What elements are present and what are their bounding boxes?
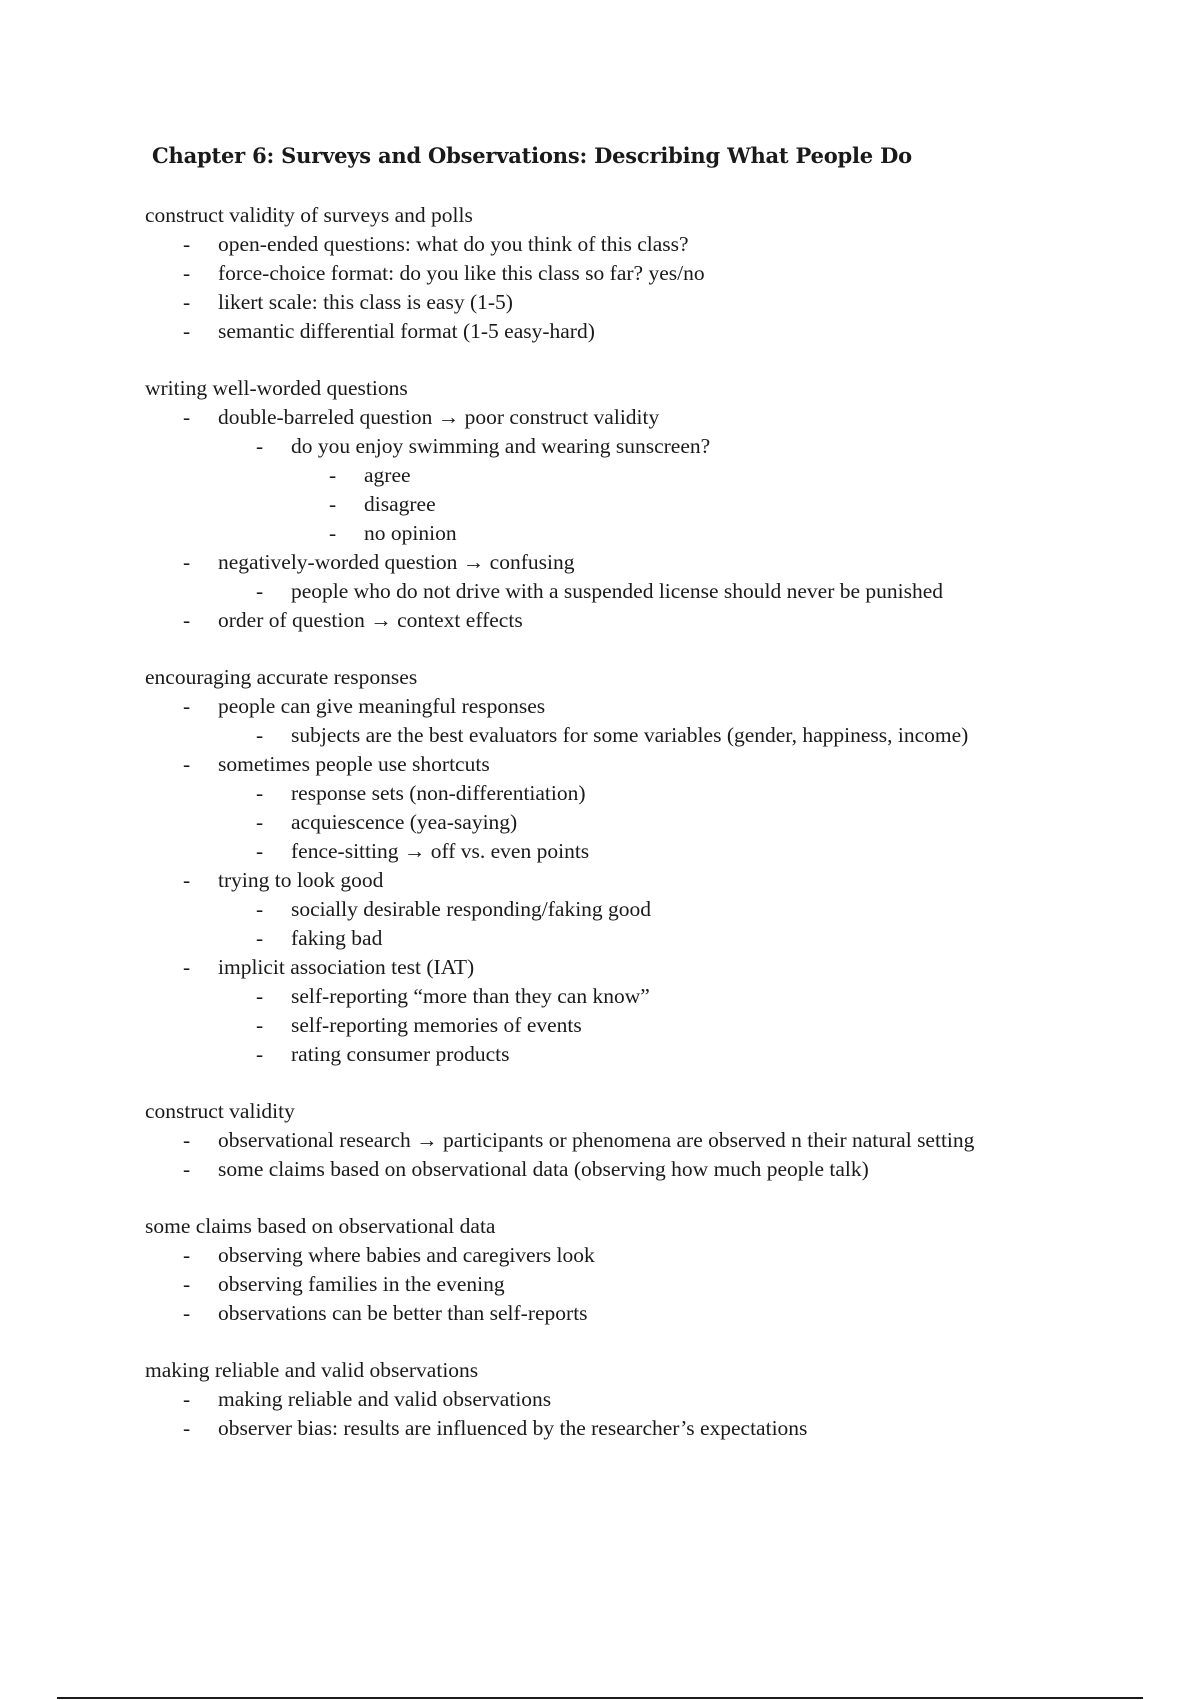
- bullet-dash: -: [256, 723, 264, 747]
- list-item: [145, 288, 1155, 317]
- section-heading: writing well-worded questions: [145, 376, 408, 400]
- bullet-list: [218, 895, 1155, 953]
- section: [145, 1097, 1155, 1184]
- list-item: [145, 606, 1155, 635]
- list-item: [291, 490, 1155, 519]
- list-item-text: making reliable and valid observations: [218, 1387, 552, 1411]
- list-item-text: subjects are the best evaluators for some variables (gender, happiness, income): [291, 723, 969, 747]
- bullet-dash: -: [183, 405, 191, 429]
- list-item-text: open-ended questions: what do you think of this class?: [218, 232, 689, 256]
- list-item-text: people can give meaningful responses: [218, 694, 546, 718]
- list-item: [145, 1155, 1155, 1184]
- bullet-dash: -: [256, 926, 264, 950]
- list-item-text: double-barreled question → poor construct validity: [218, 405, 660, 429]
- list-item-text: faking bad: [291, 926, 383, 950]
- bullet-list: [218, 982, 1155, 1069]
- list-item: [218, 721, 1155, 750]
- list-item-text: negatively-worded question → confusing: [218, 550, 575, 574]
- bullet-dash: -: [183, 1128, 191, 1152]
- list-item-text: fence-sitting → off vs. even points: [291, 839, 590, 863]
- bullet-dash: -: [256, 579, 264, 603]
- list-item-text: self-reporting memories of events: [291, 1013, 582, 1037]
- list-item-text: acquiescence (yea-saying): [291, 810, 518, 834]
- bullet-list: [145, 403, 1155, 635]
- list-item: [218, 808, 1155, 837]
- bullet-dash: -: [256, 434, 264, 458]
- list-item: [145, 692, 1155, 750]
- list-item: [218, 577, 1155, 606]
- list-item-text: do you enjoy swimming and wearing sunscreen?: [291, 434, 711, 458]
- list-item-text: response sets (non-differentiation): [291, 781, 586, 805]
- list-item-text: self-reporting “more than they can know”: [291, 984, 650, 1008]
- section-heading: construct validity of surveys and polls: [145, 203, 473, 227]
- list-item-text: observations can be better than self-reports: [218, 1301, 588, 1325]
- list-item-text: disagree: [364, 492, 436, 516]
- bullet-dash: -: [183, 261, 191, 285]
- list-item: [218, 837, 1155, 866]
- section-heading: making reliable and valid observations: [145, 1358, 479, 1382]
- list-item: [145, 1414, 1155, 1443]
- bullet-dash: -: [183, 1416, 191, 1440]
- bullet-dash: -: [183, 1301, 191, 1325]
- bullet-dash: -: [256, 984, 264, 1008]
- bullet-list: [145, 230, 1155, 346]
- bullet-list: [145, 692, 1155, 1069]
- list-item: [145, 230, 1155, 259]
- list-item-text: likert scale: this class is easy (1-5): [218, 290, 513, 314]
- list-item: [145, 548, 1155, 606]
- bullet-dash: -: [183, 752, 191, 776]
- bullet-list: [145, 1126, 1155, 1184]
- bullet-list: [218, 577, 1155, 606]
- bullet-dash: -: [183, 1157, 191, 1181]
- bullet-list: [218, 721, 1155, 750]
- list-item: [291, 461, 1155, 490]
- list-item-text: order of question → context effects: [218, 608, 523, 632]
- bullet-list: [145, 1241, 1155, 1328]
- list-item-text: observer bias: results are influenced by the researcher’s expectations: [218, 1416, 808, 1440]
- bullet-dash: -: [183, 1243, 191, 1267]
- notes-content: [145, 201, 1155, 1471]
- bullet-dash: -: [183, 1387, 191, 1411]
- bullet-dash: -: [183, 232, 191, 256]
- bullet-dash: -: [329, 521, 337, 545]
- list-item: [291, 519, 1155, 548]
- list-item: [145, 317, 1155, 346]
- list-item-text: rating consumer products: [291, 1042, 510, 1066]
- bullet-dash: -: [183, 955, 191, 979]
- list-item: [218, 924, 1155, 953]
- list-item-text: no opinion: [364, 521, 457, 545]
- bullet-dash: -: [183, 290, 191, 314]
- bullet-dash: -: [183, 550, 191, 574]
- list-item: [218, 779, 1155, 808]
- bullet-dash: -: [256, 839, 264, 863]
- list-item: [218, 1011, 1155, 1040]
- bullet-dash: -: [183, 319, 191, 343]
- list-item-text: observational research → participants or phenomena are observed n their natural setting: [218, 1128, 975, 1152]
- list-item: [218, 982, 1155, 1011]
- bullet-dash: -: [329, 463, 337, 487]
- list-item-text: observing where babies and caregivers look: [218, 1243, 595, 1267]
- section-heading: some claims based on observational data: [145, 1214, 496, 1238]
- page-title: Chapter 6: Surveys and Observations: Describing What People Do: [152, 143, 912, 168]
- bullet-list: [218, 432, 1155, 548]
- bullet-dash: -: [256, 1042, 264, 1066]
- list-item: [145, 953, 1155, 1069]
- bullet-dash: -: [183, 1272, 191, 1296]
- list-item: [218, 1040, 1155, 1069]
- bullet-dash: -: [183, 694, 191, 718]
- bullet-dash: -: [256, 810, 264, 834]
- section-heading: construct validity: [145, 1099, 295, 1123]
- list-item-text: trying to look good: [218, 868, 384, 892]
- bottom-divider: [57, 1697, 1143, 1699]
- bullet-dash: -: [256, 781, 264, 805]
- bullet-dash: -: [183, 608, 191, 632]
- list-item-text: semantic differential format (1-5 easy-hard): [218, 319, 595, 343]
- list-item-text: sometimes people use shortcuts: [218, 752, 490, 776]
- section: [145, 1212, 1155, 1328]
- list-item: [145, 259, 1155, 288]
- list-item-text: some claims based on observational data (observing how much people talk): [218, 1157, 869, 1181]
- list-item-text: implicit association test (IAT): [218, 955, 475, 979]
- section: [145, 663, 1155, 1069]
- list-item: [145, 750, 1155, 866]
- bullet-dash: -: [256, 897, 264, 921]
- section: [145, 1356, 1155, 1443]
- bullet-dash: -: [183, 868, 191, 892]
- list-item: [145, 1126, 1155, 1155]
- bullet-list: [218, 779, 1155, 866]
- list-item: [145, 1241, 1155, 1270]
- bullet-dash: -: [329, 492, 337, 516]
- list-item: [145, 1299, 1155, 1328]
- section: [145, 201, 1155, 346]
- list-item: [145, 1385, 1155, 1414]
- bullet-dash: -: [256, 1013, 264, 1037]
- list-item: [145, 1270, 1155, 1299]
- list-item-text: socially desirable responding/faking good: [291, 897, 652, 921]
- section: [145, 374, 1155, 635]
- list-item: [145, 403, 1155, 548]
- list-item: [218, 895, 1155, 924]
- list-item-text: people who do not drive with a suspended license should never be punished: [291, 579, 944, 603]
- bullet-list: [291, 461, 1155, 548]
- list-item-text: agree: [364, 463, 411, 487]
- list-item-text: force-choice format: do you like this class so far? yes/no: [218, 261, 705, 285]
- section-heading: encouraging accurate responses: [145, 665, 418, 689]
- bullet-list: [145, 1385, 1155, 1443]
- list-item-text: observing families in the evening: [218, 1272, 505, 1296]
- list-item: [218, 432, 1155, 548]
- list-item: [145, 866, 1155, 953]
